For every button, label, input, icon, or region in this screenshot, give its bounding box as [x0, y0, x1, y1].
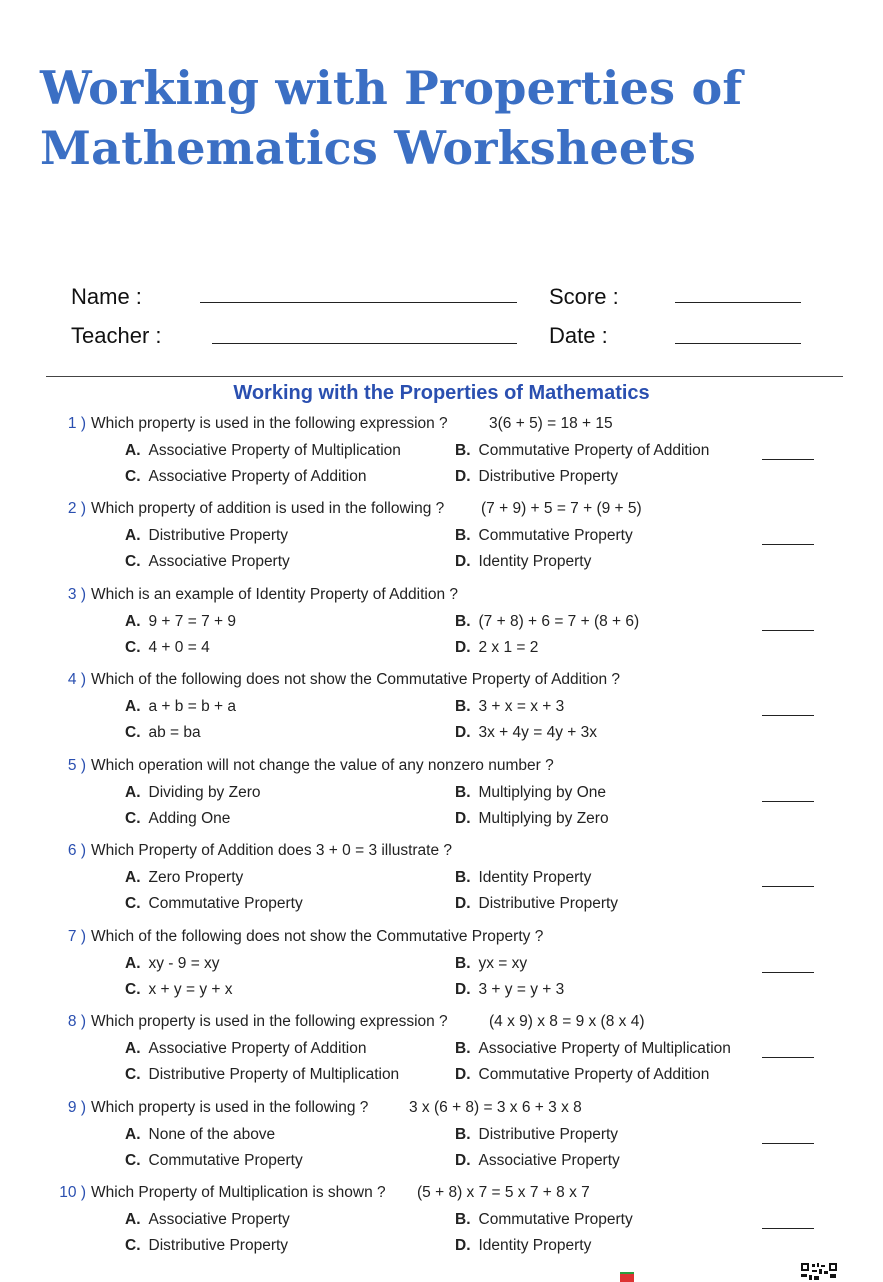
option-letter: D.: [455, 1066, 471, 1083]
score-field[interactable]: [675, 302, 801, 303]
question-number: 7 ): [67, 928, 86, 945]
option-letter: B.: [455, 442, 471, 459]
option-d[interactable]: [455, 467, 618, 487]
option-b[interactable]: [455, 783, 606, 803]
option-b[interactable]: [455, 1039, 731, 1059]
option-text: Multiplying by Zero: [478, 810, 609, 827]
option-text: Distributive Property: [478, 895, 619, 912]
question-text: Which Property of Multiplication is shown ?: [91, 1184, 386, 1201]
option-text: Associative Property of Multiplication: [148, 442, 401, 459]
option-letter: A.: [125, 1040, 141, 1057]
option-b[interactable]: [455, 697, 564, 717]
option-letter: B.: [455, 1211, 471, 1228]
option-text: ab = ba: [148, 724, 201, 741]
question-expression: 3(6 + 5) = 18 + 15: [489, 415, 613, 432]
option-c[interactable]: [125, 1151, 303, 1171]
option-b[interactable]: [455, 612, 639, 632]
question-expression: (7 + 9) + 5 = 7 + (9 + 5): [481, 500, 642, 517]
option-text: x + y = y + x: [148, 981, 233, 998]
option-letter: C.: [125, 724, 141, 741]
option-text: Distributive Property: [148, 1237, 289, 1254]
option-a[interactable]: [125, 1039, 366, 1059]
option-letter: C.: [125, 639, 141, 656]
option-text: Identity Property: [478, 869, 592, 886]
option-b[interactable]: [455, 1210, 633, 1230]
option-text: Commutative Property: [478, 1211, 633, 1228]
question-number: 10 ): [59, 1184, 86, 1201]
option-letter: B.: [455, 869, 471, 886]
question-number: 2 ): [67, 500, 86, 517]
option-letter: D.: [455, 981, 471, 998]
option-a[interactable]: [125, 1125, 275, 1145]
option-text: 3 + y = y + 3: [478, 981, 565, 998]
option-d[interactable]: [455, 1236, 591, 1256]
option-text: Distributive Property: [478, 468, 619, 485]
option-text: xy - 9 = xy: [148, 955, 220, 972]
option-letter: D.: [455, 639, 471, 656]
section-title: Working with the Properties of Mathematics: [233, 382, 650, 404]
option-text: Adding One: [148, 810, 231, 827]
option-c[interactable]: [125, 809, 230, 829]
question-number: 1 ): [67, 415, 86, 432]
question-expression: (4 x 9) x 8 = 9 x (8 x 4): [489, 1013, 645, 1030]
option-d[interactable]: [455, 1151, 620, 1171]
question-text: Which of the following does not show the Commutative Property of Addition ?: [91, 671, 621, 688]
option-text: Identity Property: [478, 553, 592, 570]
answer-blank[interactable]: [762, 544, 814, 545]
question-expression: 3 x (6 + 8) = 3 x 6 + 3 x 8: [409, 1099, 582, 1116]
option-text: Distributive Property of Multiplication: [148, 1066, 400, 1083]
option-letter: C.: [125, 1152, 141, 1169]
brand-logo-icon: [620, 1272, 634, 1282]
question-number: 6 ): [67, 842, 86, 859]
option-text: Associative Property: [478, 1152, 620, 1169]
header-divider: [46, 376, 843, 377]
option-d[interactable]: [455, 552, 591, 572]
option-text: Associative Property: [148, 553, 290, 570]
name-field[interactable]: [200, 302, 517, 303]
answer-blank[interactable]: [762, 972, 814, 973]
question-text: Which operation will not change the value of any nonzero number ?: [91, 757, 554, 774]
option-letter: B.: [455, 955, 471, 972]
option-a[interactable]: [125, 783, 261, 803]
question-text: Which is an example of Identity Property of Addition ?: [91, 586, 459, 603]
page-title: Working with Properties of Mathematics Worksheets: [40, 61, 743, 175]
option-text: 9 + 7 = 7 + 9: [148, 613, 236, 630]
option-c[interactable]: [125, 467, 366, 487]
question-text: Which Property of Addition does 3 + 0 = 3 illustrate ?: [91, 842, 453, 859]
option-text: Distributive Property: [478, 1126, 619, 1143]
option-text: Commutative Property: [148, 895, 303, 912]
question-number: 3 ): [67, 586, 86, 603]
option-a[interactable]: [125, 697, 236, 717]
question-number: 5 ): [67, 757, 86, 774]
answer-blank[interactable]: [762, 459, 814, 460]
question-text: Which property is used in the following expression ?: [91, 415, 448, 432]
option-c[interactable]: [125, 723, 201, 743]
option-text: Identity Property: [478, 1237, 592, 1254]
answer-blank[interactable]: [762, 801, 814, 802]
option-d[interactable]: [455, 809, 609, 829]
option-letter: D.: [455, 1237, 471, 1254]
option-letter: D.: [455, 810, 471, 827]
option-c[interactable]: [125, 1065, 399, 1085]
option-letter: D.: [455, 1152, 471, 1169]
option-text: 3x + 4y = 4y + 3x: [478, 724, 597, 741]
option-letter: B.: [455, 1126, 471, 1143]
option-c[interactable]: [125, 1236, 288, 1256]
option-letter: D.: [455, 724, 471, 741]
option-a[interactable]: [125, 868, 243, 888]
option-b[interactable]: [455, 526, 633, 546]
option-letter: A.: [125, 442, 141, 459]
option-text: Zero Property: [148, 869, 244, 886]
option-text: Commutative Property: [478, 527, 633, 544]
answer-blank[interactable]: [762, 886, 814, 887]
question-number: 8 ): [67, 1013, 86, 1030]
option-letter: A.: [125, 527, 141, 544]
option-b[interactable]: [455, 1125, 618, 1145]
option-text: 4 + 0 = 4: [148, 639, 210, 656]
answer-blank[interactable]: [762, 715, 814, 716]
option-letter: B.: [455, 784, 471, 801]
option-b[interactable]: [455, 868, 591, 888]
option-text: a + b = b + a: [148, 698, 236, 715]
option-letter: A.: [125, 784, 141, 801]
option-text: Distributive Property: [148, 527, 289, 544]
question-text: Which property is used in the following expression ?: [91, 1013, 448, 1030]
option-a[interactable]: [125, 612, 236, 632]
option-letter: C.: [125, 468, 141, 485]
teacher-field[interactable]: [212, 343, 517, 344]
option-letter: A.: [125, 1126, 141, 1143]
option-d[interactable]: [455, 638, 538, 658]
answer-blank[interactable]: [762, 1143, 814, 1144]
option-d[interactable]: [455, 723, 597, 743]
option-letter: C.: [125, 553, 141, 570]
option-d[interactable]: [455, 894, 618, 914]
option-text: Commutative Property: [148, 1152, 303, 1169]
option-letter: C.: [125, 981, 141, 998]
option-letter: A.: [125, 869, 141, 886]
option-c[interactable]: [125, 552, 290, 572]
date-field[interactable]: [675, 343, 801, 344]
option-b[interactable]: [455, 954, 527, 974]
option-text: Dividing by Zero: [148, 784, 261, 801]
option-letter: D.: [455, 553, 471, 570]
option-text: Associative Property: [148, 1211, 290, 1228]
option-letter: A.: [125, 1211, 141, 1228]
option-letter: D.: [455, 895, 471, 912]
option-d[interactable]: [455, 1065, 709, 1085]
question-text: Which of the following does not show the Commutative Property ?: [91, 928, 544, 945]
option-c[interactable]: [125, 894, 303, 914]
name-label: Name :: [71, 284, 142, 309]
option-text: 3 + x = x + 3: [478, 698, 565, 715]
score-label: Score :: [549, 284, 619, 309]
answer-blank[interactable]: [762, 630, 814, 631]
question-number: 9 ): [67, 1099, 86, 1116]
option-b[interactable]: [455, 441, 709, 461]
date-label: Date :: [549, 323, 608, 348]
option-letter: C.: [125, 1237, 141, 1254]
option-text: (7 + 8) + 6 = 7 + (8 + 6): [478, 613, 640, 630]
answer-blank[interactable]: [762, 1057, 814, 1058]
option-text: Commutative Property of Addition: [478, 1066, 710, 1083]
option-text: None of the above: [148, 1126, 276, 1143]
option-letter: A.: [125, 613, 141, 630]
option-letter: D.: [455, 468, 471, 485]
option-letter: C.: [125, 810, 141, 827]
option-text: Associative Property of Addition: [148, 1040, 367, 1057]
qr-code-icon: [800, 1262, 838, 1280]
option-text: Commutative Property of Addition: [478, 442, 710, 459]
option-letter: B.: [455, 613, 471, 630]
option-a[interactable]: [125, 526, 288, 546]
option-letter: C.: [125, 895, 141, 912]
option-c[interactable]: [125, 980, 233, 1000]
option-text: yx = xy: [478, 955, 528, 972]
option-letter: B.: [455, 1040, 471, 1057]
question-expression: (5 + 8) x 7 = 5 x 7 + 8 x 7: [417, 1184, 590, 1201]
answer-blank[interactable]: [762, 1228, 814, 1229]
option-letter: A.: [125, 698, 141, 715]
option-a[interactable]: [125, 954, 220, 974]
option-letter: C.: [125, 1066, 141, 1083]
teacher-label: Teacher :: [71, 323, 162, 348]
question-number: 4 ): [67, 671, 86, 688]
option-letter: A.: [125, 955, 141, 972]
option-letter: B.: [455, 527, 471, 544]
option-text: 2 x 1 = 2: [478, 639, 539, 656]
option-text: Multiplying by One: [478, 784, 607, 801]
option-c[interactable]: [125, 638, 210, 658]
option-text: Associative Property of Addition: [148, 468, 367, 485]
question-text: Which property is used in the following ?: [91, 1099, 369, 1116]
option-d[interactable]: [455, 980, 564, 1000]
option-text: Associative Property of Multiplication: [478, 1040, 731, 1057]
question-text: Which property of addition is used in the following ?: [91, 500, 445, 517]
option-a[interactable]: [125, 441, 401, 461]
option-letter: B.: [455, 698, 471, 715]
option-a[interactable]: [125, 1210, 290, 1230]
